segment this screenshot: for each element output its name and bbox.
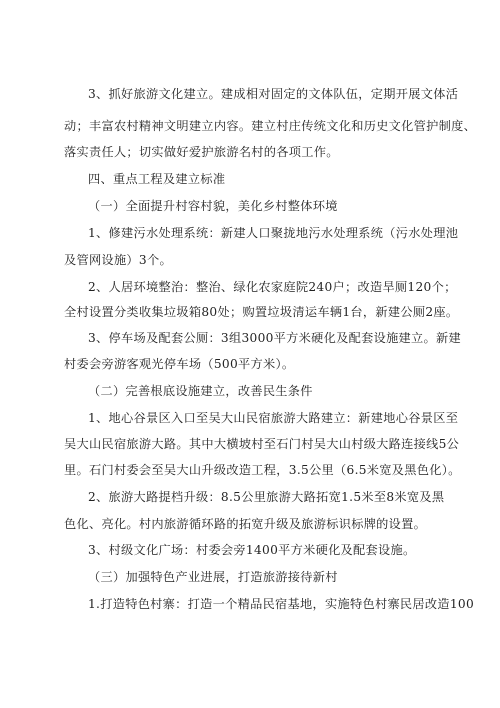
paragraph-line-8: 3、停车场及配套公厕：3组3000平方米硬化及配套设施建立。新建 (88, 331, 461, 345)
paragraph-line-16: 1.打造特色村寨：打造一个精品民宿基地，实施特色村寨民居改造100 (88, 597, 475, 611)
paragraph-line-6: 2、人居环境整治：整治、绿化农家庭院240户；改造旱厕120个； (88, 280, 457, 294)
paragraph-line-3: 落实责任人；切实做好爱护旅游名村的各项工作。 (64, 145, 339, 159)
paragraph-line-14: 色化、亮化。村内旅游循环路的拓宽升级及旅游标识标牌的设置。 (64, 517, 427, 531)
paragraph-line-9: 村委会旁游客观光停车场（500平方米）。 (64, 357, 295, 371)
paragraph-line-7: 全村设置分类收集垃圾箱80处；购置垃圾清运车辆1台，新建公厕2座。 (64, 305, 459, 319)
paragraph-line-2: 动；丰富农村精神文明建立内容。建立村庄传统文化和历史文化管护制度、 (64, 119, 477, 133)
subsection-heading-3: （三）加强特色产业进展，打造旅游接待新村 (88, 570, 338, 584)
paragraph-line-10: 1、地心谷景区入口至吴大山民宿旅游大路建立：新建地心谷景区至 (88, 411, 459, 425)
paragraph-line-13: 2、旅游大路提档升级：8.5公里旅游大路拓宽1.5米至8米宽及黑 (88, 490, 445, 504)
subsection-heading-2: （二）完善根底设施建立，改善民生条件 (88, 384, 313, 398)
paragraph-line-4: 1、修建污水处理系统：新建人口聚拢地污水处理系统（污水处理池 (88, 226, 459, 240)
section-heading: 四、重点工程及建立标准 (88, 172, 226, 186)
paragraph-line-5: 及管网设施）3个。 (64, 253, 172, 267)
paragraph-line-1: 3、抓好旅游文化建立。建成相对固定的文体队伍，定期开展文体活 (88, 87, 459, 101)
subsection-heading-1: （一）全面提升村容村貌，美化乡村整体环境 (88, 199, 338, 213)
paragraph-line-12: 里。石门村委会至吴大山升级改造工程，3.5公里（6.5米宽及黑色化）。 (64, 463, 461, 477)
paragraph-line-15: 3、村级文化广场：村委会旁1400平方米硬化及配套设施。 (88, 543, 416, 557)
paragraph-line-11: 吴大山民宿旅游大路。其中大横坡村至石门村吴大山村级大路连接线5公 (64, 437, 460, 451)
